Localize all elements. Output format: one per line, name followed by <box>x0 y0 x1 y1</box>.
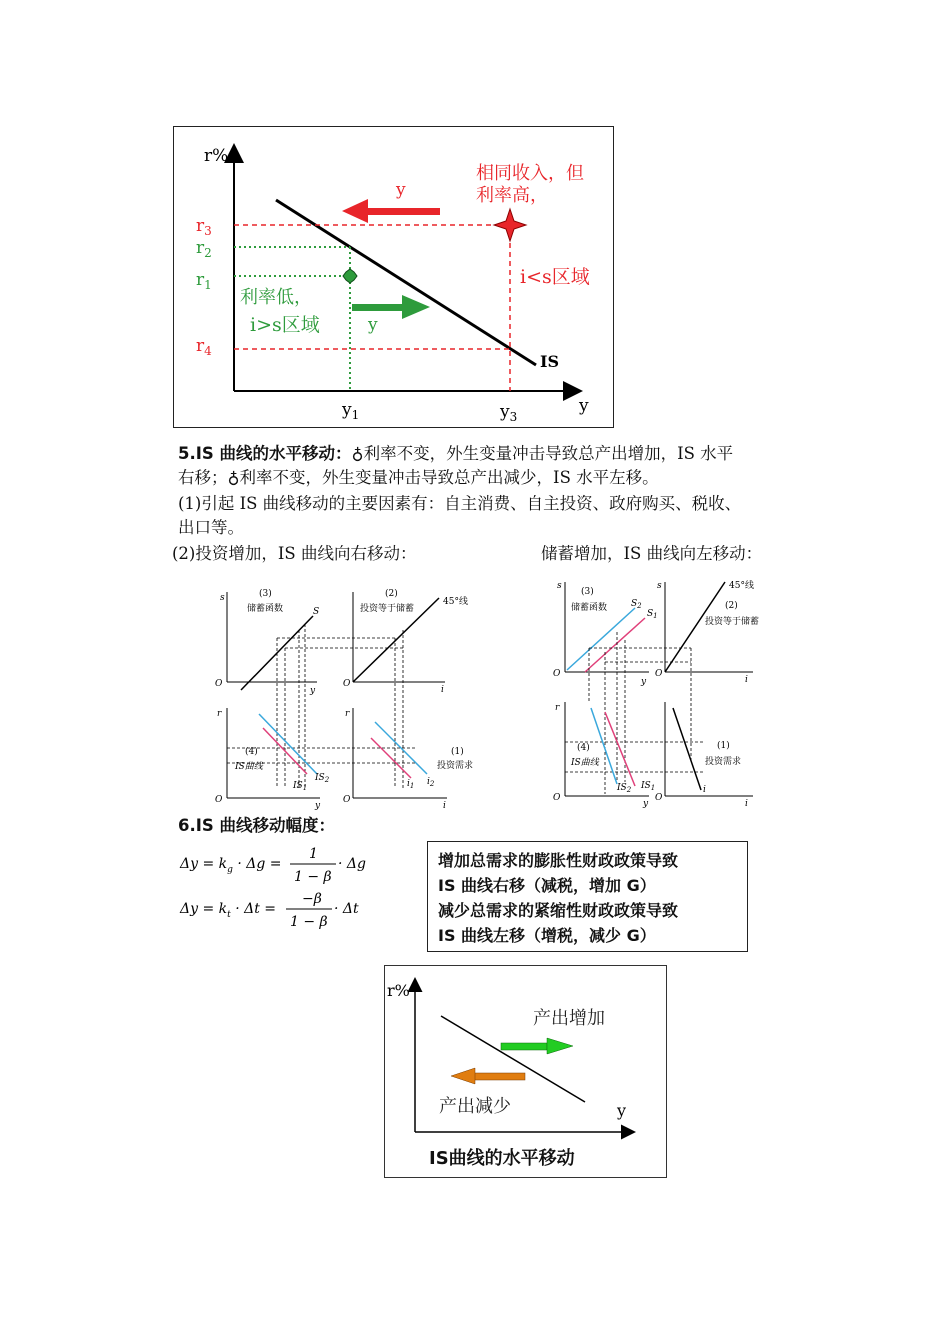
q2-origin: O <box>343 679 351 689</box>
q1-num: (1) <box>451 747 464 757</box>
section5-line2: 右移；♁利率不变，外生变量冲击导致总产出减少，IS 水平左移。 <box>178 468 659 487</box>
r-q4-is2-line <box>591 708 617 784</box>
formula2-lhs: $\Delta y = k_t \cdot \Delta t$ = <box>180 901 277 920</box>
r-q4-axis-v: r <box>555 703 560 713</box>
q4-axis-v: r <box>217 709 222 719</box>
annot-right: i<s区域 <box>520 266 590 288</box>
policy-line2: IS 曲线右移（减税，增加 G） <box>438 876 656 895</box>
section5-text-1: ♁利率不变，外生变量冲击导致总产出增加，IS 水平 <box>351 444 734 463</box>
q4-name: IS曲线 <box>235 762 263 772</box>
b-decrease-label: 产出减少 <box>439 1096 511 1117</box>
r-q2-line-label: 45°线 <box>729 581 754 591</box>
q3-num: (3) <box>259 589 272 599</box>
r-q4-is1-label: $IS_1$ <box>641 781 656 792</box>
r-q4-origin: O <box>553 793 561 803</box>
r-q2-origin: O <box>655 669 663 679</box>
q2-name: 投资等于储蓄 <box>360 604 415 614</box>
q1-i2-label: $i_2$ <box>427 777 435 788</box>
r-q1-i-line <box>673 708 701 790</box>
r-q3-axis-h: y <box>641 677 647 687</box>
r2-label: $r_2$ <box>196 238 212 260</box>
formula1-lhs: $\Delta y = k_g \cdot \Delta g$ = <box>180 856 282 875</box>
r-q3-s2-label: $S_2$ <box>631 599 642 610</box>
q4-is2-line <box>259 714 317 774</box>
q1-axis-v: r <box>345 709 350 719</box>
b-green-arrow-shaft <box>501 1043 547 1050</box>
diagram-investment-increase <box>205 578 475 810</box>
green-arrow-label: y <box>368 315 378 335</box>
is-shift-chart <box>385 966 666 1177</box>
r-q4-is1-line <box>605 712 635 786</box>
section5-title: 5.IS 曲线的水平移动： <box>178 444 352 463</box>
q1-i1-label: $i_1$ <box>407 779 415 790</box>
red-arrow-head <box>342 199 368 223</box>
r-q3-origin: O <box>553 669 561 679</box>
r-q3-name: 储蓄函数 <box>571 603 608 613</box>
fiscal-policy-box <box>427 841 748 952</box>
y-axis-label: r% <box>204 146 229 166</box>
r-q1-curve-label: i <box>703 785 706 795</box>
annot-top-line2: 利率高， <box>476 185 548 206</box>
r-q1-name: 投资需求 <box>705 757 742 767</box>
r1-label: $r_1$ <box>196 270 212 292</box>
formula2-tail: · Δt <box>334 901 359 917</box>
q2-num: (2) <box>385 589 398 599</box>
q3-axis-v: s <box>220 593 225 603</box>
policy-line1: 增加总需求的膨胀性财政政策导致 <box>438 851 679 870</box>
r-q2-45deg-line <box>665 582 725 672</box>
section5-line1 <box>178 442 733 466</box>
r-q2-axis-h: i <box>745 675 748 685</box>
section5-line5-right: 储蓄增加，IS 曲线向左移动： <box>541 544 763 563</box>
q1-name: 投资需求 <box>437 761 474 771</box>
r-q4-name: IS曲线 <box>571 758 599 768</box>
formula1-tail: · Δg <box>338 856 366 872</box>
annot-left-line1: 利率低， <box>240 287 312 308</box>
q3-name: 储蓄函数 <box>247 604 284 614</box>
multiplier-formulas <box>178 840 378 935</box>
q1-i1-line <box>371 738 411 778</box>
section5-line5-left: (2)投资增加，IS 曲线向右移动： <box>172 544 417 563</box>
r-q2-name: 投资等于储蓄 <box>705 617 760 627</box>
r4-label: $r_4$ <box>196 336 212 358</box>
q2-line-label: 45°线 <box>443 597 468 607</box>
policy-line4: IS 曲线左移（增税，减少 G） <box>438 926 656 945</box>
is-regions-chart <box>174 127 612 426</box>
is-curve-label: IS <box>540 352 560 371</box>
b-caption: IS曲线的水平移动 <box>429 1148 575 1169</box>
section5-line3: (1)引起 IS 曲线移动的主要因素有：自主消费、自主投资、政府购买、税收、 <box>178 494 742 513</box>
q3-axis-h: y <box>310 686 316 696</box>
r-q1-axis-h: i <box>745 799 748 808</box>
policy-line3: 减少总需求的紧缩性财政政策导致 <box>438 901 679 920</box>
b-x-axis-label: y <box>617 1101 627 1120</box>
q1-origin: O <box>343 795 351 805</box>
b-y-axis-label: r% <box>387 981 410 1000</box>
formula1-den: 1 − β <box>294 869 332 885</box>
q3-origin: O <box>215 679 223 689</box>
diagram-saving-increase <box>545 572 760 808</box>
r-q2-axis-v: s <box>657 581 662 591</box>
q4-origin: O <box>215 795 223 805</box>
green-point-marker <box>343 269 357 283</box>
red-arrow-shaft <box>364 208 440 215</box>
red-star-marker <box>494 209 526 241</box>
r-q2-num: (2) <box>725 601 738 611</box>
annot-top-line1: 相同收入，但 <box>476 163 584 184</box>
q4-is1-label: $IS_1$ <box>293 781 308 792</box>
r3-label: $r_3$ <box>196 216 212 238</box>
annot-left-line2: i>s区域 <box>250 314 320 336</box>
q4-is2-label: $IS_2$ <box>315 773 330 784</box>
green-arrow-shaft <box>352 304 402 311</box>
section5-line4: 出口等。 <box>178 518 244 537</box>
formula2-den: 1 − β <box>290 914 328 930</box>
red-arrow-label: y <box>396 180 406 200</box>
formula1-num: 1 <box>309 846 318 862</box>
b-orange-arrow-head <box>451 1068 475 1084</box>
y3-tick-label: $y_3$ <box>500 402 518 424</box>
b-increase-label: 产出增加 <box>533 1008 605 1029</box>
r-q3-axis-v: s <box>557 581 562 591</box>
r-q3-s1-label: $S_1$ <box>647 609 658 620</box>
figure-is-horizontal-shift <box>384 965 667 1178</box>
q4-axis-h: y <box>315 801 321 810</box>
r-q1-origin: O <box>655 793 663 803</box>
formula2-num: −β <box>302 891 322 907</box>
y1-tick-label: $y_1$ <box>342 400 360 422</box>
q1-axis-h: i <box>443 801 446 810</box>
r-q4-num: (4) <box>577 743 590 753</box>
x-axis-label: y <box>579 396 589 416</box>
b-green-arrow-head <box>547 1038 573 1054</box>
r-q4-is2-label: $IS_2$ <box>617 783 632 794</box>
q3-curve: S <box>313 607 320 617</box>
r-q1-num: (1) <box>717 741 730 751</box>
green-arrow-head <box>402 295 430 319</box>
section6-title: 6.IS 曲线移动幅度： <box>178 816 336 835</box>
r-q4-axis-h: y <box>643 799 649 808</box>
b-orange-arrow-shaft <box>473 1073 525 1080</box>
r-q3-num: (3) <box>581 587 594 597</box>
figure-is-regions <box>173 126 614 428</box>
q4-num: (4) <box>245 747 258 757</box>
q2-axis-h: i <box>441 685 444 695</box>
